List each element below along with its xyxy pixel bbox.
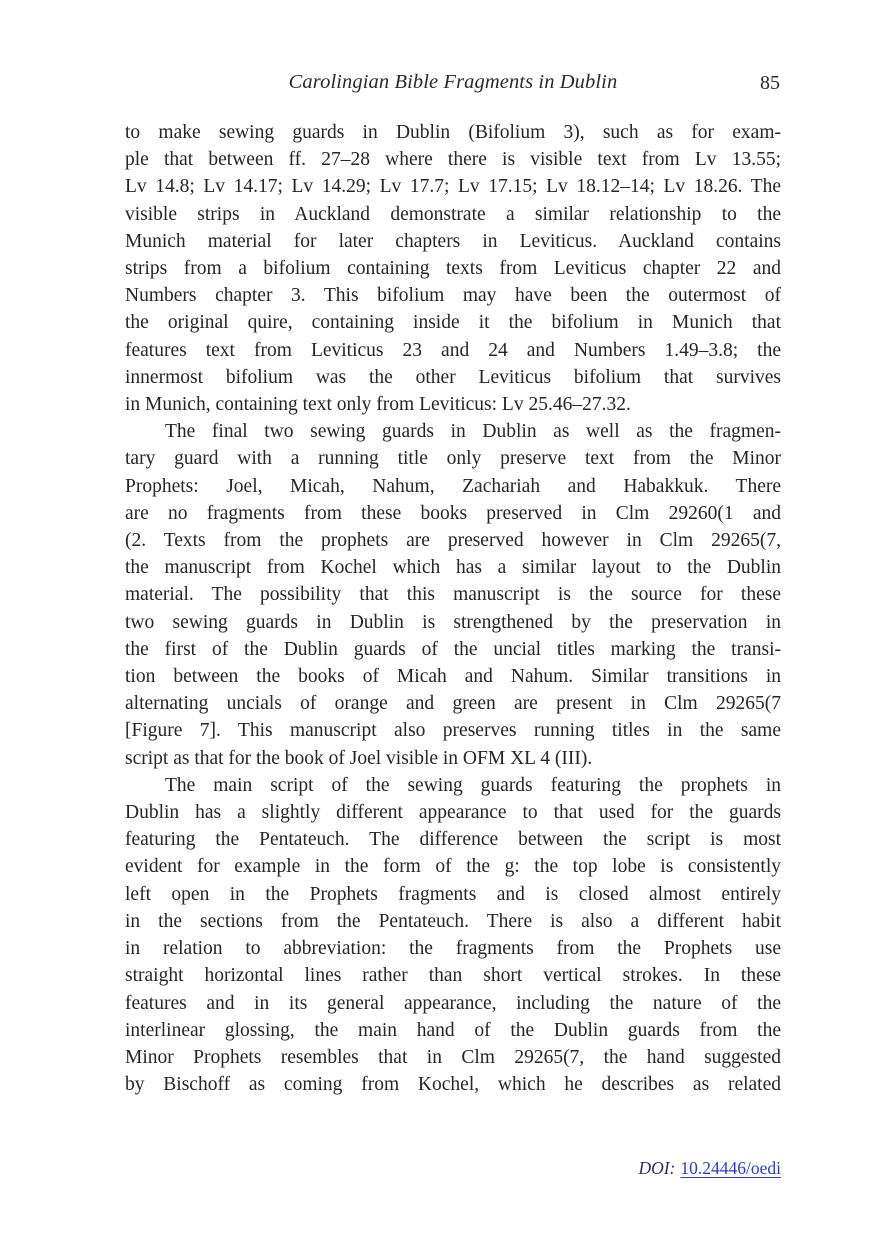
text-line: [Figure 7]. This manuscript also preserves running titles in the same xyxy=(125,720,781,742)
text-line: evident for example in the form of the g: the top lobe is consistently xyxy=(125,856,781,878)
text-line: the manuscript from Kochel which has a similar layout to the Dublin xyxy=(125,557,781,579)
text-line: by Bischoff as coming from Kochel, which he describes as related xyxy=(125,1074,781,1096)
text-line: ple that between ff. 27–28 where there is visible text from Lv 13.55; xyxy=(125,149,781,171)
text-line: featuring the Pentateuch. The difference between the script is most xyxy=(125,829,781,851)
text-line: in the sections from the Pentateuch. There is also a different habit xyxy=(125,910,781,932)
text-line: innermost bifolium was the other Leviticus bifolium that survives xyxy=(125,366,781,388)
page-header xyxy=(125,71,781,101)
doi-link[interactable]: 10.24446/oedi xyxy=(680,1158,781,1178)
text-line: strips from a bifolium containing texts from Leviticus chapter 22 and xyxy=(125,258,781,280)
doi-label: DOI: xyxy=(638,1158,676,1178)
text-line: features and in its general appearance, including the nature of the xyxy=(125,992,781,1014)
text-line: script as that for the book of Joel visible in OFM XL 4 (III). xyxy=(125,747,593,769)
text-line: Lv 14.8; Lv 14.17; Lv 14.29; Lv 17.7; Lv 17.15; Lv 18.12–14; Lv 18.26. The xyxy=(125,176,781,198)
text-line: straight horizontal lines rather than short vertical strokes. In these xyxy=(125,965,781,987)
text-line: two sewing guards in Dublin is strengthened by the preservation in xyxy=(125,611,781,633)
paragraph xyxy=(125,119,781,418)
text-line: Numbers chapter 3. This bifolium may have been the outermost of xyxy=(125,285,781,307)
page-number: 85 xyxy=(760,72,780,94)
text-line: The final two sewing guards in Dublin as well as the fragmen- xyxy=(165,421,781,443)
running-title: Carolingian Bible Fragments in Dublin xyxy=(288,71,618,93)
text-line: to make sewing guards in Dublin (Bifolium 3), such as for exam- xyxy=(125,122,781,143)
text-line: material. The possibility that this manuscript is the source for these xyxy=(125,584,781,606)
text-line: The main script of the sewing guards featuring the prophets in xyxy=(165,774,781,796)
text-line: tion between the books of Micah and Nahum. Similar transitions in xyxy=(125,666,781,688)
paragraph xyxy=(125,772,781,1098)
text-line: left open in the Prophets fragments and is closed almost entirely xyxy=(125,883,781,905)
text-line: (2. Texts from the prophets are preserved however in Clm 29265(7, xyxy=(125,530,781,552)
body-text xyxy=(125,119,781,1098)
text-line: features text from Leviticus 23 and 24 and Numbers 1.49–3.8; the xyxy=(125,339,781,361)
text-line: the original quire, containing inside it the bifolium in Munich that xyxy=(125,312,781,334)
text-line: in relation to abbreviation: the fragments from the Prophets use xyxy=(125,938,781,960)
text-line: tary guard with a running title only preserve text from the Minor xyxy=(125,448,781,470)
text-line: the first of the Dublin guards of the uncial titles marking the transi- xyxy=(125,638,781,660)
text-line: in Munich, containing text only from Leviticus: Lv 25.46–27.32. xyxy=(125,394,631,416)
text-line: interlinear glossing, the main hand of the Dublin guards from the xyxy=(125,1019,781,1041)
paragraph xyxy=(125,418,781,772)
text-line: are no fragments from these books preserved in Clm 29260(1 and xyxy=(125,502,781,524)
text-line: Munich material for later chapters in Leviticus. Auckland contains xyxy=(125,230,781,252)
text-line: visible strips in Auckland demonstrate a similar relationship to the xyxy=(125,203,781,225)
page-footer xyxy=(125,1158,781,1179)
text-line: Minor Prophets resembles that in Clm 29265(7, the hand suggested xyxy=(125,1046,781,1068)
text-line: Dublin has a slightly different appearance to that used for the guards xyxy=(125,802,781,824)
text-line: alternating uncials of orange and green are present in Clm 29265(7 xyxy=(125,693,781,715)
text-line: Prophets: Joel, Micah, Nahum, Zachariah and Habakkuk. There xyxy=(125,475,781,497)
